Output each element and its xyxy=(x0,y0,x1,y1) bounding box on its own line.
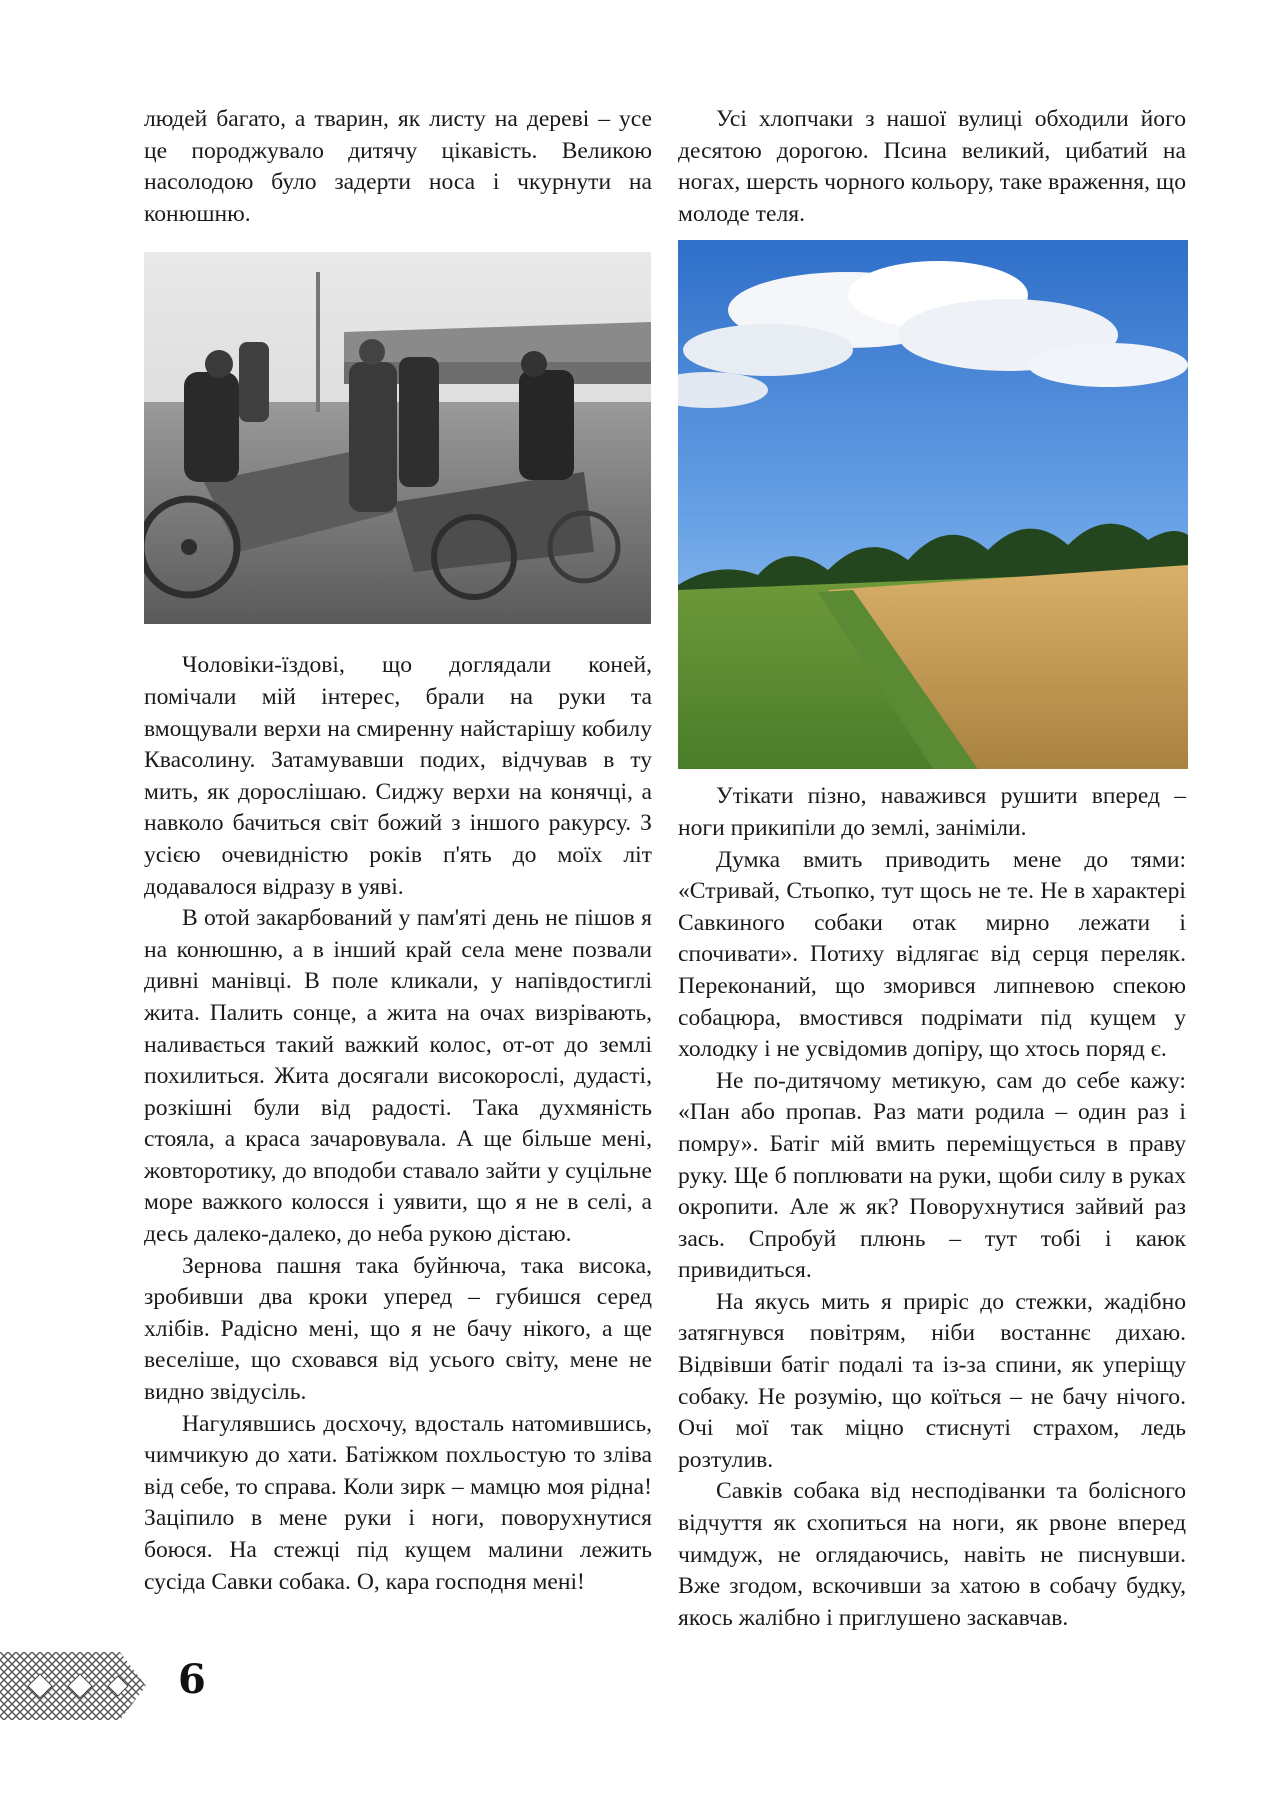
right-paragraph-5: Савків собака від несподіванки та болісного відчуття як схопиться на ноги, як рвоне вперед чимдуж, не оглядаючись, навіть не писнувши. Вже згодом, вскочивши за хатою в собачу будку, якось жалібно і приглушено заскавчав. xyxy=(678,1478,1186,1631)
embroidery-ornament xyxy=(0,1652,146,1720)
black-and-white-photo xyxy=(144,252,651,624)
page-number: 6 xyxy=(178,1656,206,1703)
left-column xyxy=(144,104,652,1598)
right-paragraph-3: Не по-дитячому метикую, сам до себе кажу: «Пан або пропав. Раз мати родила – один раз і помру». Батіг мій вмить переміщується в праву руку. Ще б поплювати на руки, щоби силу в руках окропити. Але ж як? Поворухнутися зайвий раз зась. Спробуй плюнь – тут тобі і каюк привидиться. xyxy=(678,1067,1186,1284)
left-paragraph-4: Нагулявшись досхочу, вдосталь натомившись, чимчикую до хати. Батіжком похльостую то зліва від себе, то справа. Коли зирк – мамцю моя рідна! Заціпило в мене руки і ноги, поворухнутися боюся. На стежці під кущем малини лежить сусіда Савки собака. О, кара господня мені! xyxy=(144,1410,652,1595)
right-paragraph-4: На якусь мить я приріс до стежки, жадібно затягнувся повітрям, ніби востаннє дихаю. Відвівши батіг подалі та із-за спини, як уперіщу собаку. Не розумію, що коїться – не бачу нічого. Очі мої так міцно стиснуті страхом, ледь розтулив. xyxy=(678,1288,1186,1473)
right-top-paragraph: Усі хлопчаки з нашої вулиці обходили його десятою дорогою. Псина великий, цибатий на ногах, шерсть чорного кольору, таке враження, що молоде теля. xyxy=(678,106,1186,227)
left-paragraph-2: В отой закарбований у пам'яті день не пішов я на конюшню, а в інший край села мене позвали дивні манівці. В поле кликали, у напівдостиглі жита. Палить сонце, а жита на очах визрівають, наливається такий важкий колос, от-от до землі похилиться. Жита досягали високорослі, дудасті, розкішні були від радості. Така духмяність стояла, а краса зачаровувала. А ще більше мені, жовторотику, до вподоби ставало зайти у суцільне море важкого колосся і уявити, що я не в селі, а десь далеко-далеко, до неба рукою дістаю. xyxy=(144,905,652,1248)
right-paragraph-1: Утікати пізно, наважився рушити вперед – ноги прикипіли до землі, заніміли. xyxy=(678,783,1186,841)
rye-field-photo xyxy=(678,240,1188,769)
right-column xyxy=(678,104,1186,1634)
left-paragraph-1: Чоловіки-їздові, що доглядали коней, помічали мій інтерес, брали на руки та вмощували верхи на смиренну найстарішу кобилу Квасолину. Затамувавши подих, відчував в ту мить, як дорослішаю. Сиджу верхи на конячці, а навколо бачиться світ божий з іншого ракурсу. З усією очевидністю років п'ять до моїх літ додавалося відразу в уяві. xyxy=(144,652,652,900)
left-top-paragraph: людей багато, а тварин, як листу на дереві – усе це породжувало дитячу цікавість. Великою насолодою було задерти носа і чкурнути на конюшню. xyxy=(144,106,652,227)
left-paragraph-3: Зернова пашня така буйнюча, така висока, зробивши два кроки уперед – губишся серед хлібів. Радісно мені, що я не бачу нікого, а ще веселіше, що сховався від усього світу, мене не видно звідусіль. xyxy=(144,1252,652,1406)
right-paragraph-2: Думка вмить приводить мене до тями: «Стривай, Стьопко, тут щось не те. Не в характері Савкиного собаки отак мирно лежати і спочивати». Потиху відлягає від серця переляк. Переконаний, що зморився липневою спекою собацюра, вмостився подрімати під кущем у холодку і не усвідомив допіру, що хтось поряд є. xyxy=(678,846,1186,1063)
